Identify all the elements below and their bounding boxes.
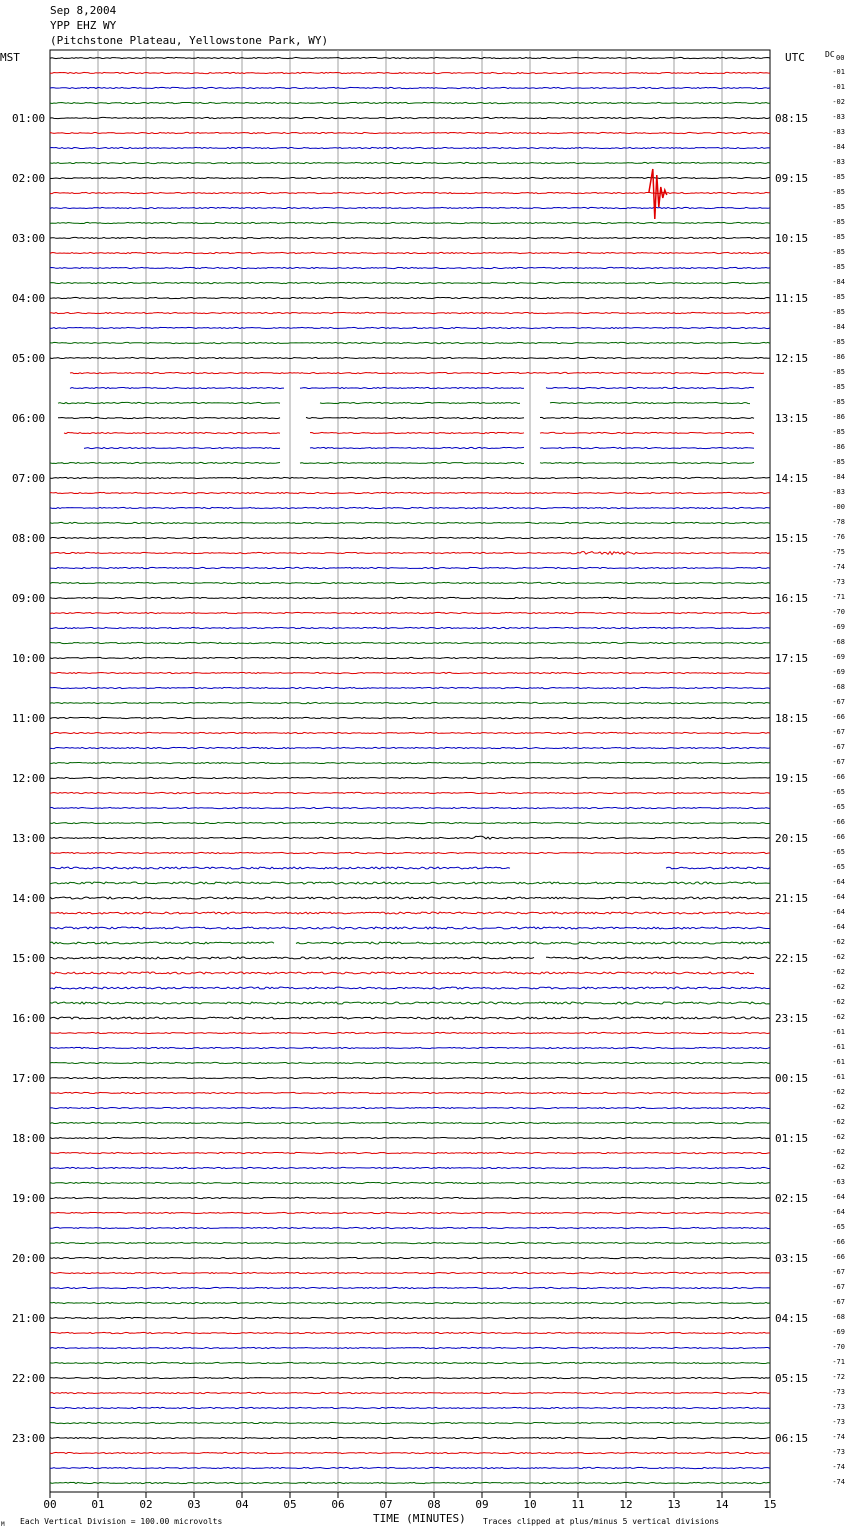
- mst-hour-label: 13:00: [12, 832, 46, 845]
- dc-offset-label: -85: [832, 203, 845, 211]
- trace-line: [50, 1482, 770, 1483]
- trace-line: [50, 912, 770, 914]
- trace-line: [50, 492, 770, 493]
- trace-line: [50, 312, 770, 313]
- dc-offset-label: -85: [832, 173, 845, 181]
- utc-axis-title: UTC: [785, 51, 805, 64]
- dc-offset-label: -66: [832, 1238, 845, 1246]
- earthquake-signal: [649, 169, 667, 219]
- trace-line: [50, 972, 754, 974]
- dc-offset-label: -64: [832, 878, 845, 886]
- utc-hour-label: 13:15: [775, 412, 809, 425]
- dc-offset-label: -85: [832, 428, 845, 436]
- trace-line: [50, 612, 770, 613]
- dc-offset-label: -62: [832, 1163, 845, 1171]
- dc-offset-label: -85: [832, 308, 845, 316]
- station-name: YPP EHZ WY: [50, 19, 117, 32]
- trace-line: [50, 717, 770, 718]
- x-tick-label: 04: [235, 1498, 249, 1511]
- dc-offset-label: -63: [832, 1178, 845, 1186]
- trace-line: [50, 1302, 770, 1303]
- trace-line: [58, 417, 754, 418]
- mst-axis-title: MST: [0, 51, 20, 64]
- dc-offset-label: -67: [832, 743, 845, 751]
- trace-line: [50, 1347, 770, 1348]
- utc-hour-label: 12:15: [775, 352, 809, 365]
- trace-line: [50, 57, 770, 58]
- trace-line: [50, 882, 770, 884]
- utc-hour-label: 02:15: [775, 1192, 809, 1205]
- dc-offset-label: -66: [832, 833, 845, 841]
- dc-offset-label: -85: [832, 218, 845, 226]
- trace-line: [50, 102, 770, 103]
- dc-offset-label: -83: [832, 488, 845, 496]
- trace-line: [50, 957, 770, 959]
- x-tick-label: 10: [523, 1498, 537, 1511]
- trace-line: [50, 357, 770, 358]
- report-date: Sep 8,2004: [50, 4, 117, 17]
- x-tick-label: 06: [331, 1498, 345, 1511]
- mst-hour-label: 07:00: [12, 472, 46, 485]
- trace-line: [50, 1452, 770, 1453]
- mst-hour-label: 16:00: [12, 1012, 46, 1025]
- trace-line: [70, 372, 764, 373]
- trace-line: [50, 657, 770, 658]
- dc-offset-label: -73: [832, 1448, 845, 1456]
- trace-line: [50, 747, 770, 748]
- x-tick-label: 08: [427, 1498, 441, 1511]
- dc-offset-label: -70: [832, 1343, 845, 1351]
- trace-line: [50, 927, 770, 929]
- station-location: (Pitchstone Plateau, Yellowstone Park, WY): [50, 34, 329, 47]
- mst-hour-label: 15:00: [12, 952, 46, 965]
- mst-hour-label: 10:00: [12, 652, 46, 665]
- trace-line: [50, 687, 770, 688]
- trace-line: [50, 507, 770, 508]
- trace-line: [50, 222, 770, 223]
- dc-offset-label: -69: [832, 623, 845, 631]
- mst-hour-label: 05:00: [12, 352, 46, 365]
- utc-hour-label: 17:15: [775, 652, 809, 665]
- trace-line: [50, 1182, 770, 1183]
- mst-hour-label: 22:00: [12, 1372, 46, 1385]
- trace-line: [50, 582, 770, 583]
- mst-hour-label: 11:00: [12, 712, 46, 725]
- trace-line: [50, 72, 770, 73]
- trace-line: [50, 1167, 770, 1168]
- trace-line: [50, 732, 770, 733]
- utc-hour-label: 04:15: [775, 1312, 809, 1325]
- x-tick-label: 00: [43, 1498, 57, 1511]
- dc-offset-label: -62: [832, 1148, 845, 1156]
- trace-line: [50, 87, 770, 88]
- dc-offset-label: -71: [832, 593, 845, 601]
- dc-offset-label: -71: [832, 1358, 845, 1366]
- utc-hour-label: 10:15: [775, 232, 809, 245]
- x-tick-label: 07: [379, 1498, 393, 1511]
- dc-offset-label: -65: [832, 848, 845, 856]
- dc-offset-label: -01: [832, 68, 845, 76]
- dc-offset-label: -69: [832, 1328, 845, 1336]
- utc-hour-label: 14:15: [775, 472, 809, 485]
- dc-offset-label: -64: [832, 923, 845, 931]
- dc-offset-label: -62: [832, 953, 845, 961]
- dc-offset-label: -66: [832, 713, 845, 721]
- mst-hour-label: 09:00: [12, 592, 46, 605]
- utc-hour-label: 21:15: [775, 892, 809, 905]
- dc-offset-label: -67: [832, 758, 845, 766]
- dc-offset-label: -62: [832, 983, 845, 991]
- dc-offset-label: -85: [832, 293, 845, 301]
- dc-offset-label: -73: [832, 1388, 845, 1396]
- utc-hour-label: 03:15: [775, 1252, 809, 1265]
- dc-offset-label: -65: [832, 803, 845, 811]
- trace-line: [50, 1212, 770, 1213]
- trace-line: [50, 987, 770, 989]
- trace-line: [50, 1002, 770, 1004]
- trace-line: [50, 1137, 770, 1138]
- trace-line: [50, 1362, 770, 1363]
- x-tick-label: 09: [475, 1498, 489, 1511]
- clipping-note: Traces clipped at plus/minus 5 vertical divisions: [483, 1517, 720, 1526]
- trace-line: [50, 477, 770, 478]
- trace-line: [50, 177, 770, 178]
- trace-line: [50, 822, 770, 823]
- dc-offset-label: -74: [832, 1463, 845, 1471]
- mst-hour-label: 06:00: [12, 412, 46, 425]
- utc-hour-label: 15:15: [775, 532, 809, 545]
- trace-line: [50, 942, 770, 944]
- trace-line: [50, 252, 770, 253]
- trace-line: [50, 627, 770, 628]
- dc-offset-label: -62: [832, 938, 845, 946]
- mst-hour-label: 12:00: [12, 772, 46, 785]
- trace-line: [50, 1197, 770, 1198]
- dc-offset-label: -69: [832, 653, 845, 661]
- x-tick-label: 11: [571, 1498, 585, 1511]
- dc-offset-label: -84: [832, 323, 845, 331]
- trace-line: [50, 672, 770, 673]
- trace-line: [50, 327, 770, 328]
- utc-hour-label: 09:15: [775, 172, 809, 185]
- dc-offset-label: -65: [832, 788, 845, 796]
- dc-offset-label: -85: [832, 368, 845, 376]
- x-tick-label: 12: [619, 1498, 633, 1511]
- plot-frame: [50, 50, 770, 1492]
- trace-line: [50, 1242, 770, 1243]
- utc-hour-label: 01:15: [775, 1132, 809, 1145]
- dc-offset-label: -85: [832, 263, 845, 271]
- trace-line: [50, 1122, 770, 1123]
- dc-offset-label: -68: [832, 683, 845, 691]
- dc-offset-label: -84: [832, 473, 845, 481]
- trace-line: [50, 1047, 770, 1048]
- dc-offset-label: -62: [832, 998, 845, 1006]
- trace-line: [50, 642, 770, 643]
- vertical-division-note: Each Vertical Division = 100.00 microvolts: [20, 1517, 223, 1526]
- dc-offset-label: -64: [832, 1208, 845, 1216]
- dc-offset-label: -69: [832, 668, 845, 676]
- trace-line: [50, 1407, 770, 1408]
- trace-line: [50, 867, 770, 869]
- trace-line: [50, 1062, 770, 1063]
- utc-hour-label: 00:15: [775, 1072, 809, 1085]
- trace-line: [50, 1422, 770, 1423]
- mst-hour-label: 17:00: [12, 1072, 46, 1085]
- mst-hour-label: 18:00: [12, 1132, 46, 1145]
- trace-line: [50, 1317, 770, 1318]
- dc-offset-label: -83: [832, 158, 845, 166]
- dc-offset-label: -61: [832, 1028, 845, 1036]
- dc-offset-label: -67: [832, 1268, 845, 1276]
- trace-line: [64, 432, 754, 433]
- utc-hour-label: 22:15: [775, 952, 809, 965]
- trace-line: [50, 1152, 770, 1153]
- utc-hour-label: 18:15: [775, 712, 809, 725]
- dc-offset-label: -62: [832, 968, 845, 976]
- trace-line: [50, 807, 770, 808]
- dc-offset-label: -67: [832, 1298, 845, 1306]
- utc-hour-label: 08:15: [775, 112, 809, 125]
- dc-offset-label: -73: [832, 1418, 845, 1426]
- utc-hour-label: 19:15: [775, 772, 809, 785]
- utc-hour-label: 20:15: [775, 832, 809, 845]
- dc-offset-label: -86: [832, 353, 845, 361]
- mst-hour-label: 02:00: [12, 172, 46, 185]
- utc-hour-label: 05:15: [775, 1372, 809, 1385]
- trace-line: [50, 1227, 770, 1228]
- dc-offset-label: -62: [832, 1133, 845, 1141]
- dc-offset-label: -66: [832, 818, 845, 826]
- trace-line: [50, 897, 770, 899]
- trace-line: [50, 1092, 770, 1093]
- dc-offset-label: -86: [832, 413, 845, 421]
- utc-hour-label: 23:15: [775, 1012, 809, 1025]
- trace-line: [50, 282, 770, 283]
- trace-line: [50, 1032, 770, 1033]
- dc-offset-label: -65: [832, 1223, 845, 1231]
- dc-offset-label: -62: [832, 1118, 845, 1126]
- trace-line: [50, 537, 770, 538]
- dc-offset-label: -83: [832, 128, 845, 136]
- mst-hour-label: 08:00: [12, 532, 46, 545]
- trace-line: [50, 792, 770, 793]
- trace-line: [70, 387, 754, 388]
- trace-line: [50, 147, 770, 148]
- trace-line: [50, 1107, 770, 1108]
- mst-hour-label: 03:00: [12, 232, 46, 245]
- dc-offset-label: -61: [832, 1073, 845, 1081]
- x-axis-title: TIME (MINUTES): [373, 1512, 466, 1525]
- trace-line: [50, 777, 770, 778]
- dc-offset-label: -70: [832, 608, 845, 616]
- trace-line: [58, 402, 750, 403]
- x-tick-label: 14: [715, 1498, 729, 1511]
- trace-line: [50, 522, 770, 523]
- x-tick-label: 13: [667, 1498, 681, 1511]
- trace-line: [50, 342, 770, 343]
- dc-offset-label: -84: [832, 278, 845, 286]
- dc-offset-label: -85: [832, 188, 845, 196]
- dc-offset-label: -73: [832, 1403, 845, 1411]
- mst-hour-label: 20:00: [12, 1252, 46, 1265]
- dc-offset-label: -67: [832, 728, 845, 736]
- mst-hour-label: 21:00: [12, 1312, 46, 1325]
- dc-offset-label: -73: [832, 578, 845, 586]
- dc-offset-label: -64: [832, 893, 845, 901]
- trace-line: [50, 1467, 770, 1468]
- dc-offset-label: -75: [832, 548, 845, 556]
- trace-line: [50, 567, 770, 568]
- dc-offset-label: -78: [832, 518, 845, 526]
- dc-offset-label: -64: [832, 908, 845, 916]
- dc-offset-label: -85: [832, 383, 845, 391]
- corner-mark: M: [1, 1521, 5, 1528]
- trace-line: [50, 237, 770, 238]
- dc-offset-label: -85: [832, 398, 845, 406]
- dc-offset-label: -83: [832, 113, 845, 121]
- trace-line: [50, 162, 770, 163]
- x-tick-label: 15: [763, 1498, 777, 1511]
- utc-hour-label: 06:15: [775, 1432, 809, 1445]
- dc-offset-label: -66: [832, 773, 845, 781]
- trace-line: [50, 462, 754, 463]
- dc-offset-label: -61: [832, 1058, 845, 1066]
- dc-offset-label: -72: [832, 1373, 845, 1381]
- trace-line: [50, 267, 770, 268]
- dc-offset-label: -66: [832, 1253, 845, 1261]
- dc-offset-label: -62: [832, 1013, 845, 1021]
- x-tick-label: 03: [187, 1498, 201, 1511]
- mst-hour-label: 14:00: [12, 892, 46, 905]
- trace-line: [50, 1257, 770, 1258]
- trace-line: [50, 836, 770, 839]
- dc-offset-label: -68: [832, 638, 845, 646]
- trace-line: [50, 1077, 770, 1078]
- dc-offset-label: -74: [832, 1478, 845, 1486]
- x-tick-label: 01: [91, 1498, 105, 1511]
- trace-line: [50, 117, 770, 118]
- dc-axis-title: DC: [825, 50, 835, 59]
- dc-offset-label: -67: [832, 1283, 845, 1291]
- trace-line: [50, 1017, 770, 1019]
- utc-hour-label: 11:15: [775, 292, 809, 305]
- trace-line: [50, 852, 770, 853]
- dc-offset-label: -76: [832, 533, 845, 541]
- mst-hour-label: 19:00: [12, 1192, 46, 1205]
- trace-line: [50, 1377, 770, 1378]
- x-tick-label: 02: [139, 1498, 153, 1511]
- trace-line: [84, 447, 754, 448]
- trace-line: [50, 132, 770, 133]
- mst-hour-label: 01:00: [12, 112, 46, 125]
- trace-line: [50, 1332, 770, 1333]
- dc-offset-label: -02: [832, 98, 845, 106]
- trace-line: [50, 1272, 770, 1273]
- dc-offset-label: -84: [832, 143, 845, 151]
- dc-offset-label: -86: [832, 443, 845, 451]
- dc-offset-label: -01: [832, 83, 845, 91]
- trace-line: [50, 1392, 770, 1393]
- trace-line: [50, 297, 770, 298]
- trace-line: [50, 1287, 770, 1288]
- trace-line: [50, 1437, 770, 1438]
- dc-offset-label: -62: [832, 1103, 845, 1111]
- dc-offset-label: -61: [832, 1043, 845, 1051]
- dc-offset-label: -85: [832, 458, 845, 466]
- trace-line: [50, 762, 770, 763]
- dc-offset-label: -68: [832, 1313, 845, 1321]
- trace-line: [50, 702, 770, 703]
- dc-offset-label: -64: [832, 1193, 845, 1201]
- dc-offset-label: -65: [832, 863, 845, 871]
- dc-offset-label: -85: [832, 233, 845, 241]
- dc-offset-label: -74: [832, 1433, 845, 1441]
- utc-hour-label: 16:15: [775, 592, 809, 605]
- dc-first-label: 00: [836, 54, 845, 62]
- trace-line: [50, 207, 770, 208]
- dc-offset-label: -00: [832, 503, 845, 511]
- dc-offset-label: -85: [832, 248, 845, 256]
- dc-offset-label: -62: [832, 1088, 845, 1096]
- mst-hour-label: 23:00: [12, 1432, 46, 1445]
- dc-offset-label: -67: [832, 698, 845, 706]
- dc-offset-label: -74: [832, 563, 845, 571]
- x-tick-label: 05: [283, 1498, 297, 1511]
- mst-hour-label: 04:00: [12, 292, 46, 305]
- trace-line: [50, 597, 770, 598]
- trace-line: [50, 552, 770, 555]
- dc-offset-label: -85: [832, 338, 845, 346]
